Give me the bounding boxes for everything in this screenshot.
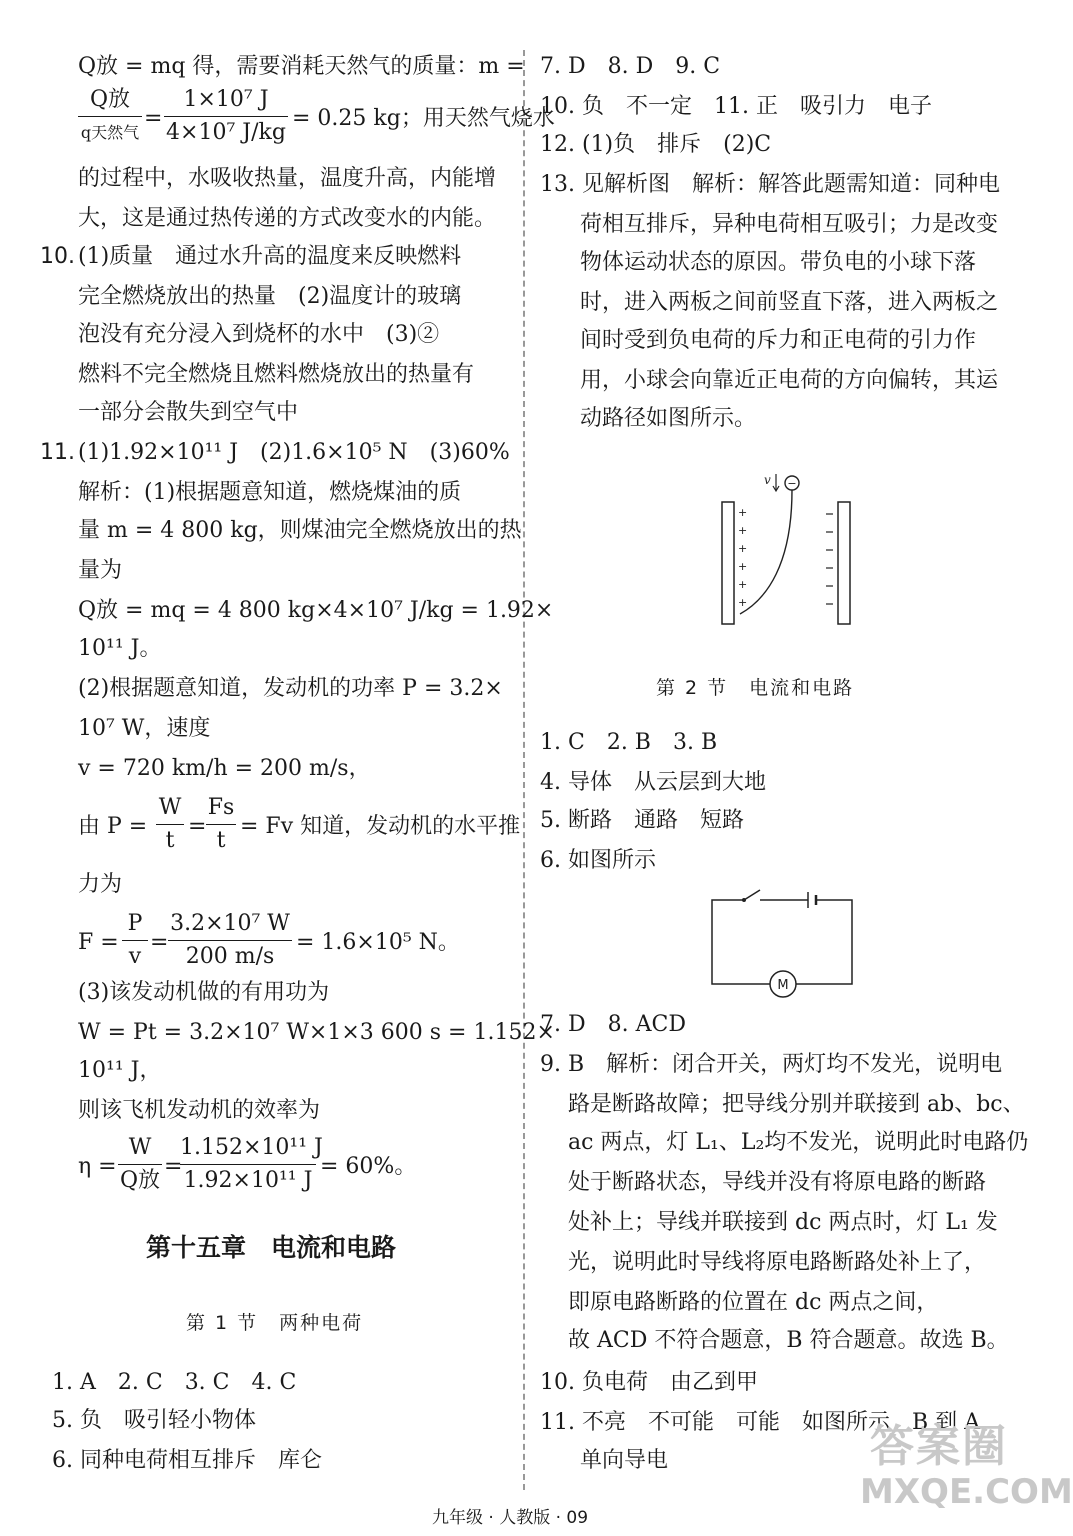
fraction-w-over-q: W Q放 [119,1135,161,1193]
fraction-efficiency: 1.152×10¹¹ J 1.92×10¹¹ J [180,1135,323,1193]
text-line: Q放 = mq 得，需要消耗天然气的质量：m = [78,54,525,79]
analysis-line: 动路径如图所示。 [580,406,757,431]
analysis-line: 用，小球会向靠近正电荷的方向偏转，其运 [580,368,999,393]
answer-line: 11. 不亮 不可能 可能 如图所示 B 到 A [540,1410,981,1435]
answer-line: (1)1.92×10¹¹ J (2)1.6×10⁵ N (3)60% [78,440,510,465]
formula-tail: = 1.6×10⁵ N。 [296,930,460,955]
svg-text:+: + [738,506,748,519]
svg-text:+: + [738,560,748,573]
formula-tail: = Fv 知道，发动机的水平推 [240,814,521,839]
analysis-line: (2)根据题意知道，发动机的功率 P = 3.2× [78,676,503,701]
analysis-line: 故 ACD 不符合题意，B 符合题意。故选 B。 [568,1328,1009,1353]
text-line: = 0.25 kg；用天然气烧水 [292,106,555,131]
svg-text:+: + [738,596,748,609]
answer-line: 一部分会散失到空气中 [78,400,299,425]
answer-line: 5. 断路 通路 短路 [540,808,744,833]
fraction-power-over-speed: 3.2×10⁷ W 200 m/s [168,910,292,971]
right-plate [838,502,850,624]
velocity-label: v [764,473,771,487]
svg-text:+: + [738,542,748,555]
svg-text:+: + [738,578,748,591]
answer-line: 完全燃烧放出的热量 (2)温度计的玻璃 [78,284,462,309]
answer-line: 6. 如图所示 [540,848,656,873]
circuit-diagram [708,884,858,1000]
fraction-w-over-t: W t [156,794,184,855]
answer-line: 10. 负 不一定 11. 正 吸引力 电子 [540,94,932,119]
analysis-line: 则该飞机发动机的效率为 [78,1098,321,1123]
analysis-line: 力为 [78,872,123,897]
answer-line: 7. D 8. ACD [540,1012,686,1037]
switch-icon [744,890,760,900]
analysis-line: 光，说明此时导线将原电路断路处补上了， [568,1250,987,1275]
analysis-line: 量 m = 4 800 kg，则煤油完全燃烧放出的热 [78,518,522,543]
page-footer: 九年级 · 人教版 · 09 [432,1508,589,1528]
svg-text:+: + [738,524,748,537]
analysis-line: 处于断路状态，导线并没有将原电路的断路 [568,1170,987,1195]
formula-line: 10¹¹ J， [78,1058,162,1083]
minus-charges [826,514,833,604]
formula-line: 10¹¹ J。 [78,636,162,661]
answer-line: 泡没有充分浸入到烧杯的水中 (3)② [78,322,440,347]
analysis-line: 间时受到负电荷的斥力和正电荷的引力作 [580,328,977,353]
answer-line: 12. (1)负 排斥 (2)C [540,132,772,157]
answer-line: 6. 同种电荷相互排斥 库仑 [52,1448,322,1473]
motor-label: M [777,978,789,993]
formula-prefix: η = [78,1154,117,1179]
answer-line: 单向导电 [580,1448,669,1473]
charged-plates-figure [712,454,862,634]
fraction-fs-over-t: Fs t [207,795,235,853]
answer-line: 10. 负电荷 由乙到甲 [540,1370,758,1395]
fraction-1e7-over-4e7: 1×10⁷ J 4×10⁷ J/kg [164,86,288,147]
answer-line: 13. 见解析图 解析：解答此题需知道：同种电 [540,172,1000,197]
formula-line: Q放 = mq = 4 800 kg×4×10⁷ J/kg = 1.92× [78,598,554,623]
text-line: 的过程中，水吸收热量，温度升高，内能增 [78,166,497,191]
column-divider [523,50,526,1490]
analysis-line: ac 两点，灯 L₁、L₂均不发光，说明此时电路仍 [568,1130,1029,1155]
analysis-line: 量为 [78,558,123,583]
formula-prefix: F = [78,930,119,955]
chapter-title: 第十五章 电流和电路 [146,1233,397,1262]
analysis-line: 路是断路故障；把导线分别并联接到 ab、bc、 [568,1092,1025,1117]
formula-prefix: 由 P = [78,814,148,839]
analysis-line: (3)该发动机做的有用功为 [78,980,330,1005]
analysis-line: 即原电路断路的位置在 dc 两点之间， [568,1290,939,1315]
section-title: 第 1 节 两种电荷 [186,1312,364,1334]
formula-line: W = Pt = 3.2×10⁷ W×1×3 600 s = 1.152× [78,1020,555,1045]
left-plate [722,502,734,624]
question-number: 11. [40,440,75,465]
answer-line: 燃料不完全燃烧且燃料燃烧放出的热量有 [78,362,475,387]
formula-tail: = 60%。 [320,1154,417,1179]
answer-line: (1)质量 通过水升高的温度来反映燃料 [78,244,462,269]
analysis-line: 解析：(1)根据题意知道，燃烧煤油的质 [78,480,462,505]
fraction-q-over-qgas: Q放 q天然气 [78,86,142,147]
analysis-line: 处补上；导线并联接到 dc 两点时，灯 L₁ 发 [568,1210,998,1235]
answer-line: 5. 负 吸引轻小物体 [52,1408,256,1433]
analysis-line: 物体运动状态的原因。带负电的小球下落 [580,250,977,275]
question-number: 10. [40,244,75,269]
answer-line: 9. B 解析：闭合开关，两灯均不发光，说明电 [540,1052,1003,1077]
answer-line: 7. D 8. D 9. C [540,54,721,79]
answer-line: 1. C 2. B 3. B [540,730,718,755]
analysis-line: 荷相互排斥，异种电荷相互吸引；力是改变 [580,212,999,237]
analysis-line: 10⁷ W，速度 [78,716,211,741]
formula-line: v = 720 km/h = 200 m/s， [78,756,371,781]
plus-charges [738,506,747,609]
ball-trajectory [740,490,792,614]
analysis-line: 时，进入两板之间前竖直下落，进入两板之 [580,290,999,315]
svg-text:−: − [787,477,797,490]
answer-line: 4. 导体 从云层到大地 [540,770,766,795]
section-title: 第 2 节 电流和电路 [656,677,855,699]
watermark-logo: 答案圈 MXQE.COM [860,1421,1073,1512]
fraction-p-over-v: P v [122,910,148,971]
text-line: 大，这是通过热传递的方式改变水的内能。 [78,206,497,231]
answer-line: 1. A 2. C 3. C 4. C [52,1370,297,1395]
